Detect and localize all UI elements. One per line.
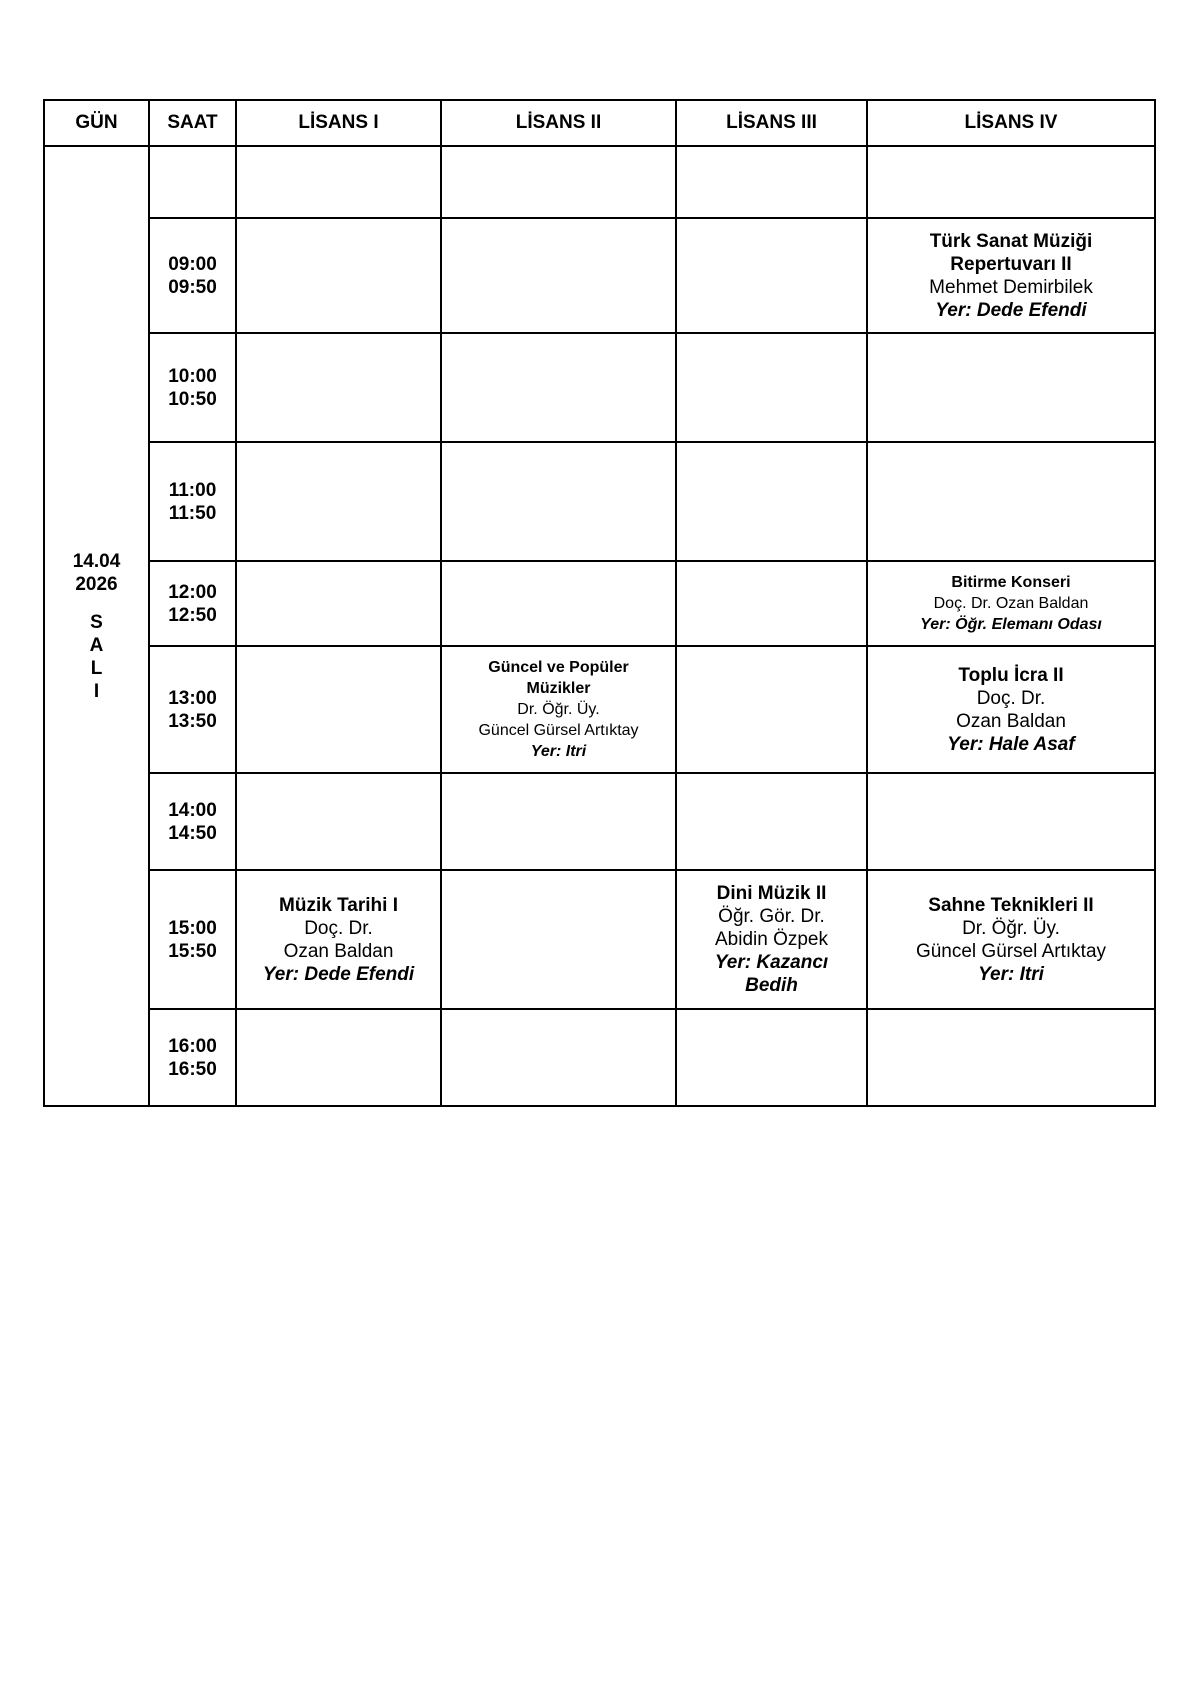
time-start: 15:00 <box>168 917 217 939</box>
header-row <box>44 100 1155 146</box>
slot-cell <box>236 218 441 333</box>
course-instructor: Güncel Gürsel Artıktay <box>478 722 639 739</box>
course-room: Yer: Itri <box>530 743 587 760</box>
time-cell <box>149 870 236 1009</box>
slot-cell <box>867 1009 1155 1106</box>
course-instructor: Ozan Baldan <box>956 710 1066 732</box>
slot-cell <box>676 646 867 773</box>
slot-cell <box>441 773 676 870</box>
day-letter: I <box>93 680 100 702</box>
time-cell <box>149 561 236 646</box>
course-cell <box>867 870 1155 1009</box>
slot-cell <box>676 146 867 218</box>
time-cell <box>149 773 236 870</box>
time-start: 11:00 <box>168 479 217 501</box>
course-cell <box>676 870 867 1009</box>
slot-cell <box>236 333 441 442</box>
day-letter: S <box>90 611 103 633</box>
course-title: Bitirme Konseri <box>951 574 1071 591</box>
day-letter: A <box>89 634 104 656</box>
header-lisans-3: LİSANS III <box>676 100 867 146</box>
course-instructor: Dr. Öğr. Üy. <box>517 701 600 718</box>
course-cell <box>867 561 1155 646</box>
time-end: 10:50 <box>168 388 217 410</box>
course-instructor: Doç. Dr. <box>976 687 1046 709</box>
time-end: 15:50 <box>168 940 217 962</box>
time-start: 12:00 <box>168 581 217 603</box>
course-cell <box>236 870 441 1009</box>
table-row <box>44 442 1155 561</box>
time-end: 13:50 <box>168 710 217 732</box>
time-end: 14:50 <box>168 822 217 844</box>
time-end: 16:50 <box>168 1058 217 1080</box>
course-instructor: Dr. Öğr. Üy. <box>962 917 1060 939</box>
header-lisans-1: LİSANS I <box>236 100 441 146</box>
time-end: 09:50 <box>168 276 217 298</box>
day-date: 14.04 <box>72 550 121 572</box>
header-time: SAAT <box>149 100 236 146</box>
course-instructor: Güncel Gürsel Artıktay <box>915 940 1107 962</box>
header-lisans-2: LİSANS II <box>441 100 676 146</box>
slot-cell <box>441 218 676 333</box>
slot-cell <box>236 146 441 218</box>
course-title: Sahne Teknikleri II <box>928 894 1094 916</box>
slot-cell <box>441 333 676 442</box>
time-cell <box>149 442 236 561</box>
course-instructor: Ozan Baldan <box>283 940 394 962</box>
table-row <box>44 218 1155 333</box>
day-letter: L <box>90 657 103 679</box>
course-instructor: Doç. Dr. <box>304 917 373 939</box>
schedule-table <box>43 99 1156 1107</box>
slot-cell <box>676 1009 867 1106</box>
time-start: 09:00 <box>168 253 217 275</box>
time-end: 12:50 <box>168 604 217 626</box>
slot-cell <box>676 561 867 646</box>
course-room: Bedih <box>745 975 798 996</box>
slot-cell <box>867 773 1155 870</box>
course-title: Güncel ve Popüler <box>488 659 629 676</box>
course-title: Türk Sanat Müziği <box>929 230 1093 252</box>
course-cell <box>441 646 676 773</box>
time-end: 11:50 <box>168 502 217 524</box>
table-row <box>44 646 1155 773</box>
course-room: Yer: Kazancı <box>714 952 829 973</box>
course-title: Müzik Tarihi I <box>279 894 398 916</box>
table-row <box>44 870 1155 1009</box>
time-start: 14:00 <box>168 799 217 821</box>
course-room: Yer: Itri <box>978 963 1044 985</box>
slot-cell <box>441 146 676 218</box>
slot-cell <box>236 773 441 870</box>
slot-cell <box>867 146 1155 218</box>
course-room: Yer: Öğr. Elemanı Odası <box>920 616 1102 633</box>
slot-cell <box>236 561 441 646</box>
course-instructor: Öğr. Gör. Dr. <box>718 906 825 927</box>
course-cell <box>867 646 1155 773</box>
table-row <box>44 333 1155 442</box>
table-row <box>44 1009 1155 1106</box>
day-year: 2026 <box>75 573 118 595</box>
course-title: Müzikler <box>526 680 591 697</box>
course-cell <box>867 218 1155 333</box>
header-day: GÜN <box>44 100 149 146</box>
slot-cell <box>236 442 441 561</box>
time-start: 16:00 <box>168 1035 217 1057</box>
time-cell <box>149 146 236 218</box>
header-lisans-4: LİSANS IV <box>867 100 1155 146</box>
course-room: Yer: Hale Asaf <box>947 733 1075 755</box>
time-cell <box>149 646 236 773</box>
slot-cell <box>676 333 867 442</box>
course-title: Dini Müzik II <box>716 883 827 904</box>
table-row <box>44 773 1155 870</box>
slot-cell <box>867 333 1155 442</box>
table-row <box>44 561 1155 646</box>
time-cell <box>149 333 236 442</box>
slot-cell <box>676 218 867 333</box>
course-instructor: Mehmet Demirbilek <box>929 276 1093 298</box>
slot-cell <box>676 773 867 870</box>
slot-cell <box>867 442 1155 561</box>
time-cell <box>149 1009 236 1106</box>
slot-cell <box>441 442 676 561</box>
course-room: Yer: Dede Efendi <box>935 299 1087 321</box>
slot-cell <box>441 561 676 646</box>
table-row <box>44 146 1155 218</box>
course-instructor: Doç. Dr. Ozan Baldan <box>933 595 1089 612</box>
time-cell <box>149 218 236 333</box>
time-start: 10:00 <box>168 365 217 387</box>
slot-cell <box>676 442 867 561</box>
slot-cell <box>441 1009 676 1106</box>
slot-cell <box>236 1009 441 1106</box>
course-title: Repertuvarı II <box>950 253 1072 275</box>
slot-cell <box>236 646 441 773</box>
time-start: 13:00 <box>168 687 217 709</box>
course-room: Yer: Dede Efendi <box>262 963 415 985</box>
course-instructor: Abidin Özpek <box>714 929 828 950</box>
day-cell <box>44 146 149 1106</box>
slot-cell <box>441 870 676 1009</box>
course-title: Toplu İcra II <box>958 664 1064 686</box>
